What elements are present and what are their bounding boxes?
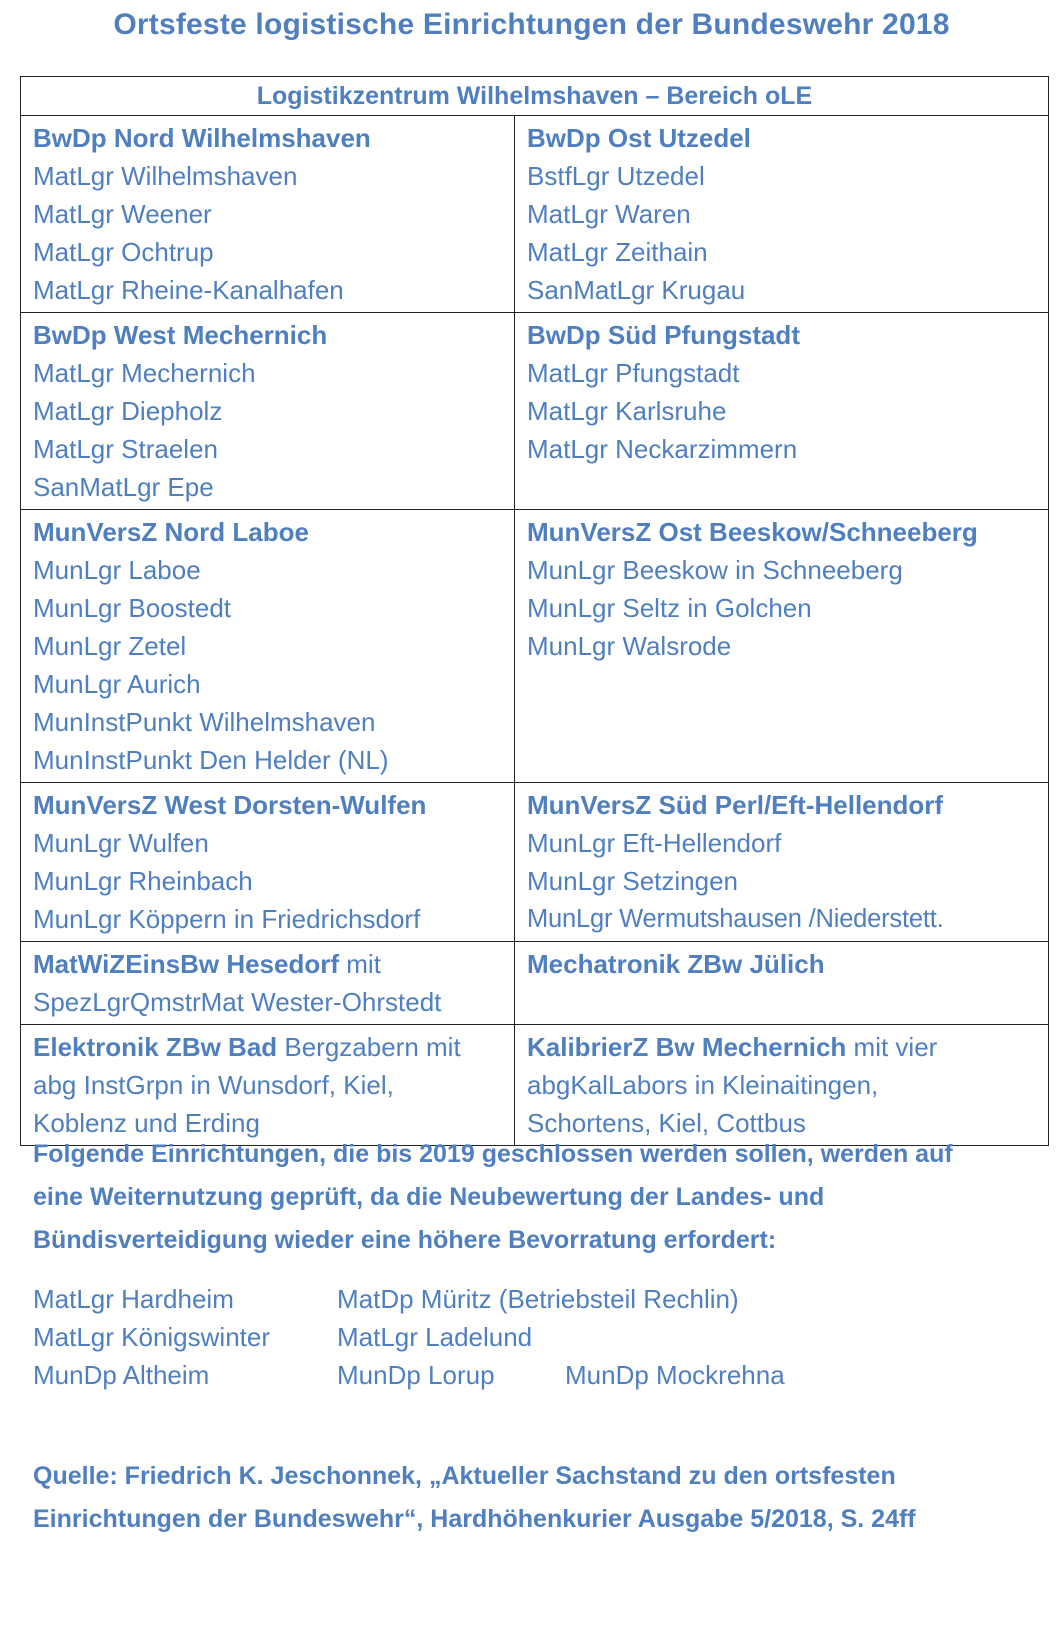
- facility-item: MunInstPunkt Wilhelmshaven: [33, 707, 376, 737]
- facility-item: MunLgr Boostedt: [33, 593, 232, 623]
- closure-item: MatLgr Hardheim: [33, 1284, 234, 1314]
- facility-group-cell: [21, 116, 515, 313]
- facility-item: MatLgr Karlsruhe: [527, 396, 727, 426]
- group-title-line: [33, 1028, 506, 1066]
- facility-group-cell: [515, 1025, 1049, 1146]
- group-title: BwDp Ost Utzedel: [527, 123, 751, 153]
- facility-item: MatLgr Rheine-Kanalhafen: [33, 275, 344, 305]
- facility-item: MunLgr Wulfen: [33, 828, 209, 858]
- closure-list-col1: [33, 1280, 270, 1394]
- facility-item: MunInstPunkt Den Helder (NL): [33, 745, 389, 775]
- facility-item: abgKalLabors in Kleinaitingen,: [527, 1070, 879, 1100]
- facility-item: MatLgr Waren: [527, 199, 691, 229]
- closure-item: MunDp Lorup: [337, 1360, 495, 1390]
- closure-item: MunDp Mockrehna: [565, 1360, 785, 1390]
- facility-item: MatLgr Neckarzimmern: [527, 434, 798, 464]
- facility-item: MunLgr Aurich: [33, 669, 201, 699]
- source-line: Einrichtungen der Bundeswehr“, Hardhöhenkurier Ausgabe 5/2018, S. 24ff: [33, 1505, 916, 1533]
- group-title: BwDp Süd Pfungstadt: [527, 320, 800, 350]
- facility-group-cell: [515, 116, 1049, 313]
- facility-item: MatLgr Straelen: [33, 434, 218, 464]
- facility-item: SanMatLgr Krugau: [527, 275, 746, 305]
- facility-item: SpezLgrQmstrMat Wester-Ohrstedt: [33, 987, 442, 1017]
- facility-item: SanMatLgr Epe: [33, 472, 214, 502]
- closure-note-line: eine Weiternutzung geprüft, da die Neubewertung der Landes- und: [33, 1183, 825, 1211]
- group-title-line: [527, 1028, 1040, 1066]
- facility-item: MunLgr Beeskow in Schneeberg: [527, 555, 903, 585]
- table-row: [21, 116, 1049, 313]
- facility-item: MatLgr Weener: [33, 199, 212, 229]
- facility-group-cell: [515, 510, 1049, 783]
- closure-item: MatDp Müritz (Betriebsteil Rechlin): [337, 1284, 739, 1314]
- facility-item: MunLgr Zetel: [33, 631, 187, 661]
- table-row: [21, 313, 1049, 510]
- group-title: MunVersZ West Dorsten-Wulfen: [33, 790, 427, 820]
- facility-item: Koblenz und Erding: [33, 1108, 260, 1138]
- closure-item: MatLgr Königswinter: [33, 1322, 270, 1352]
- facility-item: MatLgr Ochtrup: [33, 237, 214, 267]
- facility-item: MatLgr Pfungstadt: [527, 358, 740, 388]
- closure-item: MatLgr Ladelund: [337, 1322, 533, 1352]
- facility-item: Schortens, Kiel, Cottbus: [527, 1108, 806, 1138]
- group-title: MunVersZ Süd Perl/Eft-Hellendorf: [527, 790, 944, 820]
- facility-group-cell: [515, 313, 1049, 510]
- facility-item: MunLgr Setzingen: [527, 866, 739, 896]
- source-citation: [33, 1455, 1043, 1541]
- closure-note-line: Bündisverteidigung wieder eine höhere Bevorratung erfordert:: [33, 1226, 777, 1254]
- facility-item: MunLgr Laboe: [33, 555, 201, 585]
- table-row: [21, 1025, 1049, 1146]
- facility-group-cell: [21, 510, 515, 783]
- facility-group-cell: [21, 942, 515, 1025]
- page-title: Ortsfeste logistische Einrichtungen der Bundeswehr 2018: [113, 8, 950, 41]
- source-line: Quelle: Friedrich K. Jeschonnek, „Aktueller Sachstand zu den ortsfesten: [33, 1462, 896, 1490]
- closure-item: MunDp Altheim: [33, 1360, 210, 1390]
- group-title-line: [33, 945, 506, 983]
- group-title: BwDp West Mechernich: [33, 320, 328, 350]
- table-header: Logistikzentrum Wilhelmshaven – Bereich oLE: [21, 77, 1049, 116]
- closure-note-line: Folgende Einrichtungen, die bis 2019 geschlossen werden sollen, werden auf: [33, 1140, 953, 1168]
- group-title: KalibrierZ Bw Mechernich: [527, 1032, 847, 1062]
- group-title: MatWiZEinsBw Hesedorf: [33, 949, 340, 979]
- group-title: Elektronik ZBw Bad: [33, 1032, 278, 1062]
- facility-group-cell: [21, 783, 515, 942]
- facility-item: MunLgr Walsrode: [527, 631, 732, 661]
- facilities-table: [20, 76, 1049, 1146]
- closure-list-col3: [565, 1356, 785, 1394]
- facility-group-cell: [515, 942, 1049, 1025]
- table-header-row: [21, 77, 1049, 116]
- table-row: [21, 942, 1049, 1025]
- facility-item: MunLgr Eft-Hellendorf: [527, 828, 782, 858]
- group-title: BwDp Nord Wilhelmshaven: [33, 123, 371, 153]
- group-title: MunVersZ Nord Laboe: [33, 517, 309, 547]
- facility-item: abg InstGrpn in Wunsdorf, Kiel,: [33, 1070, 394, 1100]
- facility-item: MunLgr Rheinbach: [33, 866, 253, 896]
- closure-note: [33, 1133, 1033, 1262]
- facility-item: MatLgr Wilhelmshaven: [33, 161, 298, 191]
- group-title-suffix: mit vier: [846, 1032, 938, 1062]
- group-title-suffix: Bergzabern mit: [277, 1032, 461, 1062]
- group-title: MunVersZ Ost Beeskow/Schneeberg: [527, 517, 978, 547]
- group-title-suffix: mit: [339, 949, 381, 979]
- facility-item: MunLgr Wermutshausen /Niederstett.: [527, 905, 944, 933]
- table-row: [21, 783, 1049, 942]
- table-row: [21, 510, 1049, 783]
- facility-group-cell: [21, 1025, 515, 1146]
- facility-item: MunLgr Köppern in Friedrichsdorf: [33, 904, 421, 934]
- facility-item: MunLgr Seltz in Golchen: [527, 593, 812, 623]
- facility-item: MatLgr Diepholz: [33, 396, 223, 426]
- group-title: Mechatronik ZBw Jülich: [527, 949, 825, 979]
- facility-group-cell: [515, 783, 1049, 942]
- facility-item: MatLgr Mechernich: [33, 358, 256, 388]
- facility-group-cell: [21, 313, 515, 510]
- facility-item: BstfLgr Utzedel: [527, 161, 705, 191]
- facility-item: MatLgr Zeithain: [527, 237, 708, 267]
